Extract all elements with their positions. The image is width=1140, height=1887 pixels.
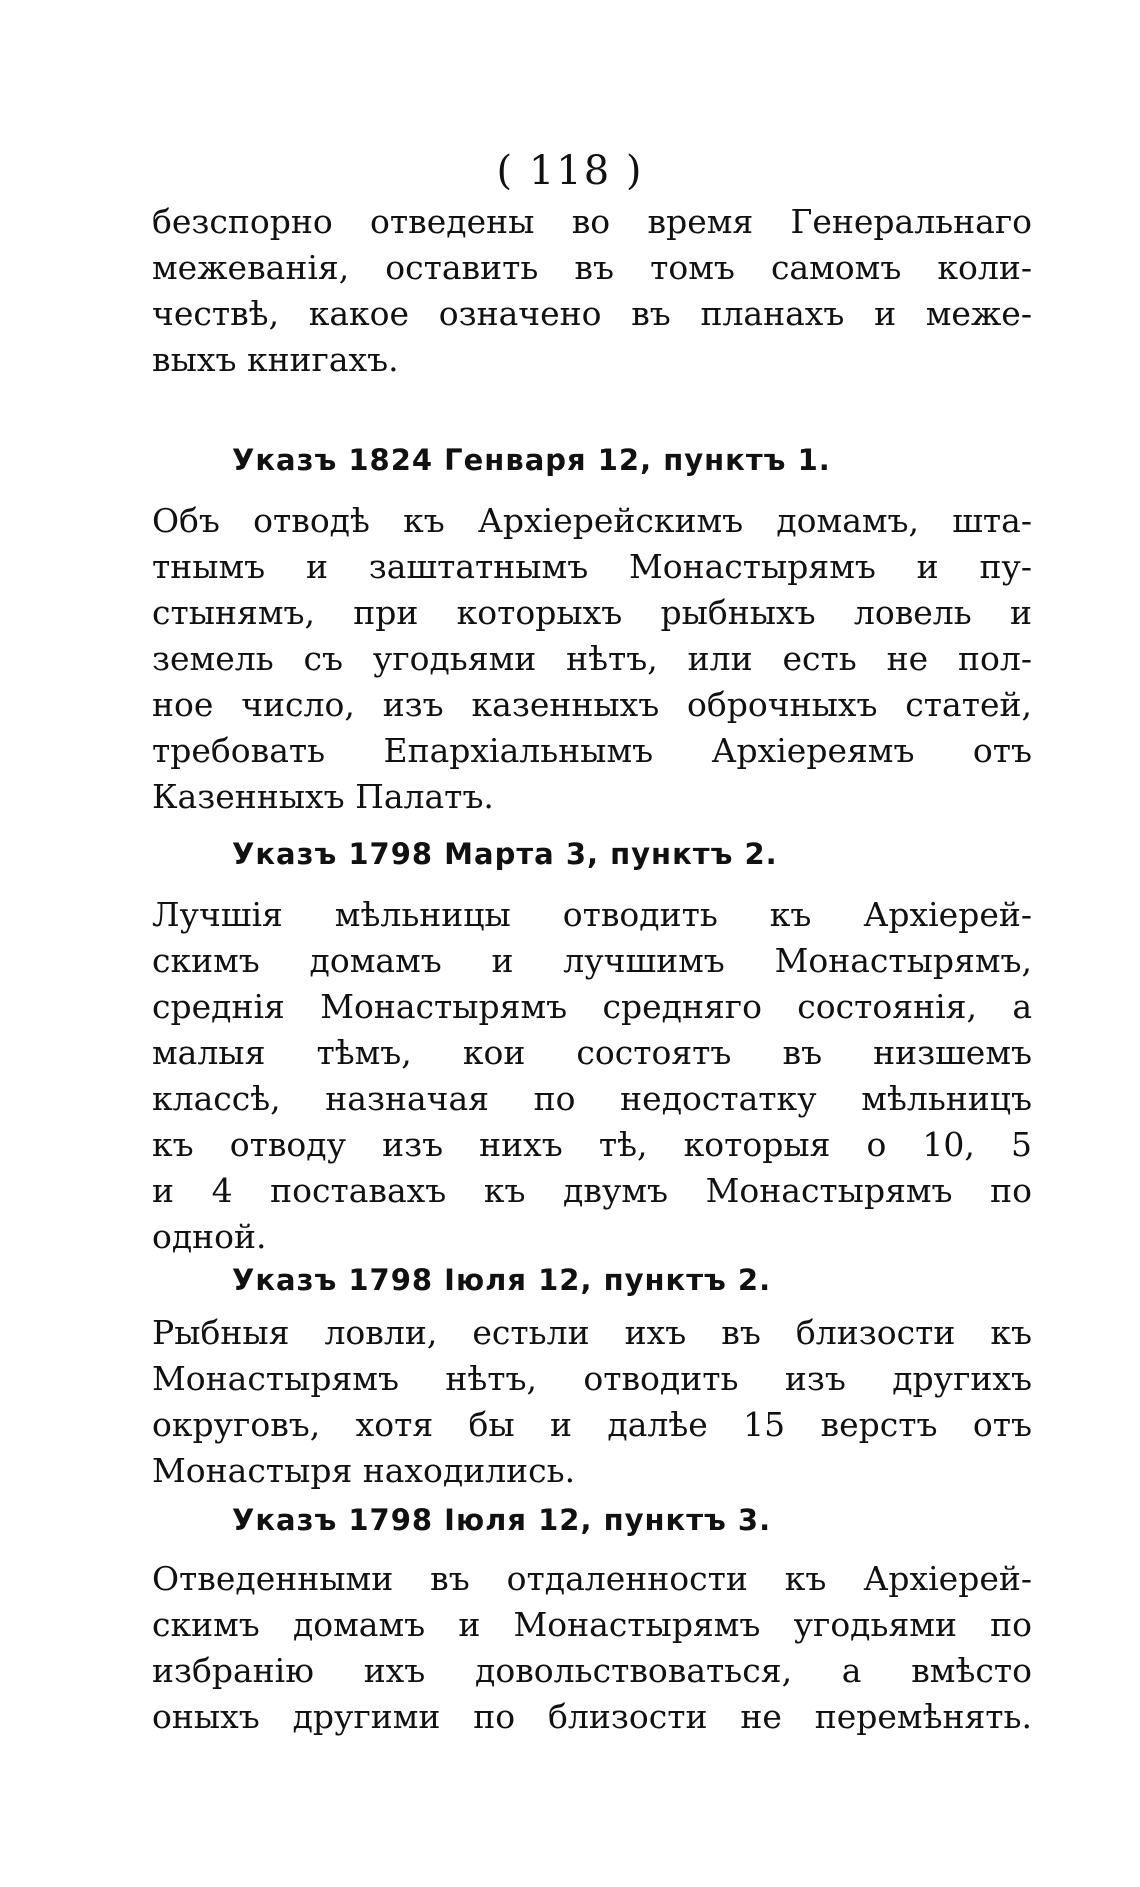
text-line: Казенныхъ Палатъ. [152,777,494,816]
text-line: округовъ, хотя бы и далѣе 15 верстъ отъ [152,1405,1032,1444]
text-line: требовать Епархіальнымъ Архіереямъ отъ [152,731,1032,770]
decree-paragraph-3 [152,1310,1032,1494]
text-line: и 4 поставахъ къ двумъ Монастырямъ по [152,1171,1032,1210]
text-line: Лучшія мѣльницы отводить къ Архіерей- [152,895,1032,934]
decree-heading-4: Указъ 1798 Іюля 12, пунктъ 3. [232,1503,772,1537]
text-line: Отведенными въ отдаленности къ Архіерей- [152,1559,1032,1598]
decree-heading-1: Указъ 1824 Генваря 12, пунктъ 1. [232,443,831,477]
text-line: къ отводу изъ нихъ тѣ, которыя о 10, 5 [152,1125,1032,1164]
text-line: одной. [152,1217,267,1256]
text-line: Объ отводѣ къ Архіерейскимъ домамъ, шта- [152,501,1032,540]
decree-heading-2: Указъ 1798 Марта 3, пунктъ 2. [232,837,778,871]
decree-paragraph-1 [152,498,1032,820]
decree-heading-3: Указъ 1798 Іюля 12, пунктъ 2. [232,1263,772,1297]
text-line: межеванія, оставить въ томъ самомъ коли- [152,248,1032,287]
continuation-paragraph [152,199,1032,383]
text-line: ное число, изъ казенныхъ оброчныхъ статей, [152,685,1032,724]
text-line: избранію ихъ довольствоваться, а вмѣсто [152,1651,1032,1690]
text-line: Монастырямъ нѣтъ, отводить изъ другихъ [152,1359,1032,1398]
text-line: среднія Монастырямъ средняго состоянія, а [152,987,1032,1026]
text-line: классѣ, назначая по недостатку мѣльницъ [152,1079,1032,1118]
text-line: выхъ книгахъ. [152,340,399,379]
decree-paragraph-4 [152,1556,1032,1740]
text-line: малыя тѣмъ, кои состоятъ въ низшемъ [152,1033,1032,1072]
decree-paragraph-2 [152,892,1032,1260]
text-line: безспорно отведены во время Генеральнаго [152,202,1032,241]
text-line: оныхъ другими по близости не перемѣнять. [152,1697,1032,1736]
text-line: скимъ домамъ и Монастырямъ угодьями по [152,1605,1032,1644]
text-line: Монастыря находились. [152,1451,576,1490]
text-line: Рыбныя ловли, естьли ихъ въ близости къ [152,1313,1032,1352]
text-line: чествѣ, какое означено въ планахъ и меже- [152,294,1032,333]
text-line: земель съ угодьями нѣтъ, или есть не пол- [152,639,1032,678]
page-number: ( 118 ) [496,148,644,194]
text-line: стынямъ, при которыхъ рыбныхъ ловель и [152,593,1032,632]
text-line: тнымъ и заштатнымъ Монастырямъ и пу- [152,547,1032,586]
text-line: скимъ домамъ и лучшимъ Монастырямъ, [152,941,1032,980]
